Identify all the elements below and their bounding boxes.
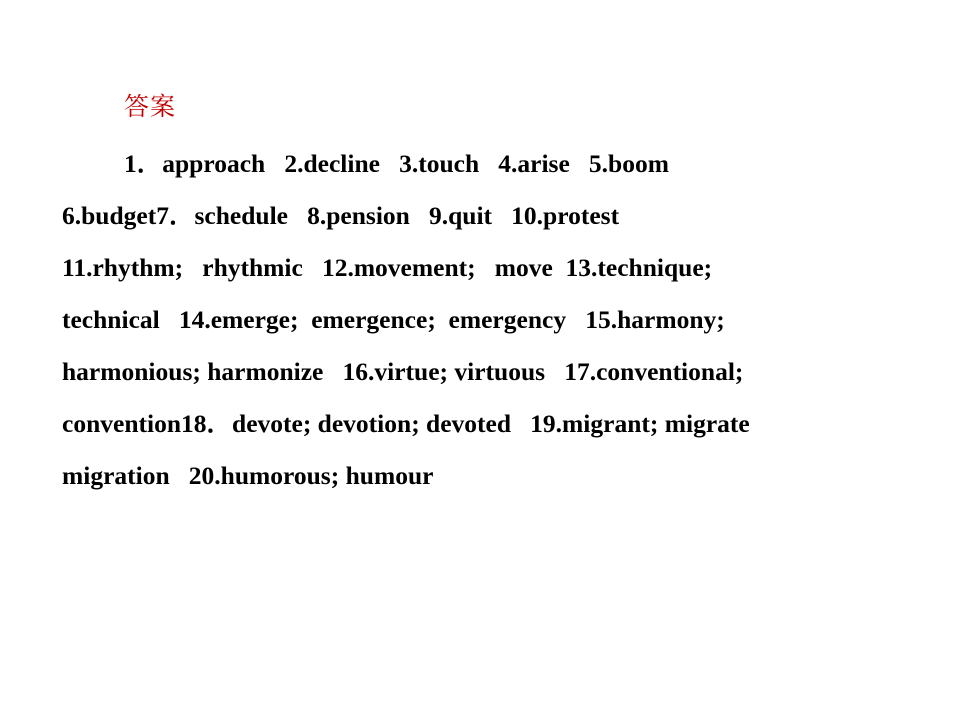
answer-line-1: 1．approach 2.decline 3.touch 4.arise 5.boom [124, 149, 669, 178]
answer-line-7: migration 20.humorous; humour [62, 461, 434, 490]
answer-line-2: 6.budget7．schedule 8.pension 9.quit 10.protest [62, 201, 620, 230]
answer-heading: 答案 [124, 92, 177, 121]
answer-line-6: convention18．devote; devotion; devoted 19.migrant; migrate [62, 409, 750, 438]
answer-line-3: 11.rhythm; rhythmic 12.movement; move 13.technique; [62, 253, 713, 282]
answer-body [62, 138, 898, 502]
answer-line-4: technical 14.emerge; emergence; emergency 15.harmony; [62, 305, 725, 334]
answer-line-5: harmonious; harmonize 16.virtue; virtuous 17.conventional; [62, 357, 744, 386]
